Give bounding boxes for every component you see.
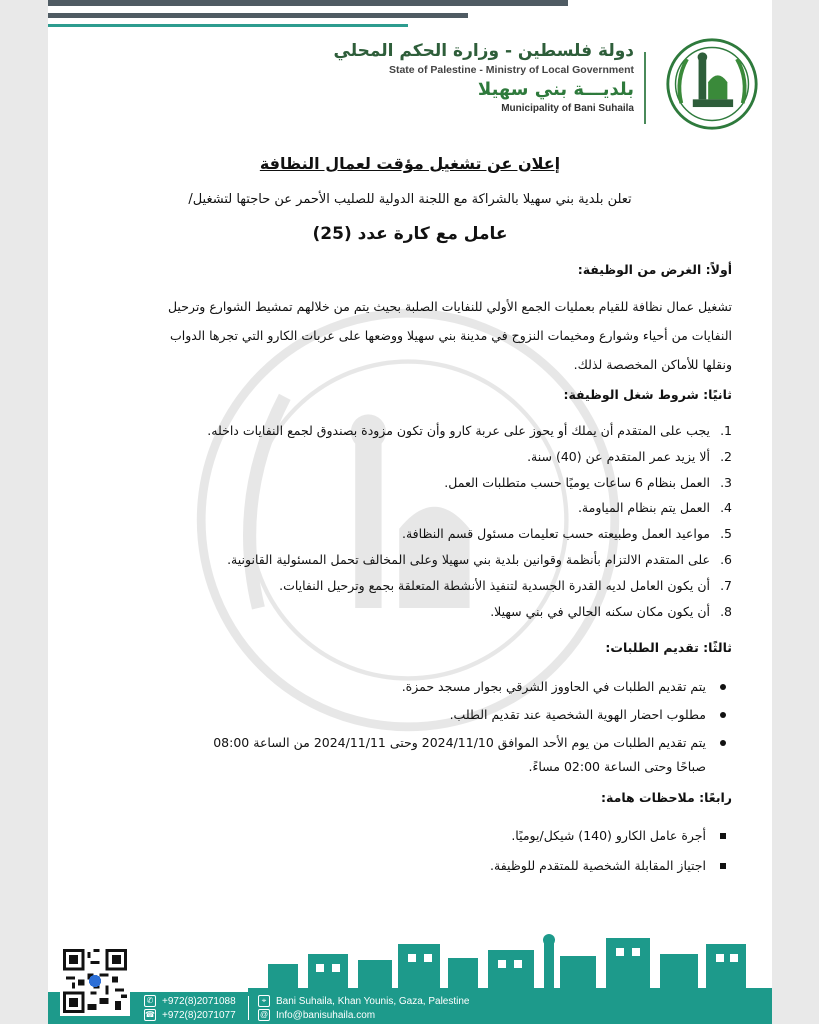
purpose-paragraph	[72, 292, 732, 379]
email-link[interactable]: Info@banisuhaila.com	[276, 1009, 376, 1021]
municipality-seal-icon	[664, 36, 760, 132]
address-text: Bani Suhaila, Khan Younis, Gaza, Palestine	[276, 995, 470, 1007]
top-decor-bar	[48, 0, 568, 6]
letterhead-text	[254, 40, 634, 116]
applications-list	[72, 675, 732, 779]
item-text: مواعيد العمل وطبيعته حسب تعليمات مسئول قسم النظافة.	[401, 526, 710, 542]
list-item	[72, 418, 732, 444]
list-item	[72, 703, 732, 727]
footer-divider	[248, 996, 249, 1020]
item-text: يتم تقديم الطلبات في الحاووز الشرقي بجوار مسجد حمزة.	[401, 679, 706, 694]
top-decor-bar	[48, 13, 468, 18]
announcement-intro: تعلن بلدية بني سهيلا بالشراكة مع اللجنة الدولية للصليب الأحمر عن حاجتها لتشغيل/	[188, 192, 632, 207]
municipality-name-en: Municipality of Bani Suhaila	[501, 103, 634, 114]
item-text: يتم تقديم الطلبات من يوم الأحد الموافق 2024/11/10 وحتى 2024/11/11 من الساعة 08:00	[213, 735, 706, 750]
phone-number: +972(8)2071077	[162, 1009, 236, 1021]
item-text: أن يكون العامل لديه القدرة الجسدية لتنفيذ الأنشطة المتعلقة بجمع وترحيل النفايات.	[279, 577, 710, 593]
section-heading: ثانيًا: شروط شغل الوظيفة:	[563, 387, 732, 402]
item-number: 4.	[720, 500, 732, 516]
section-heading: أولاً: الغرض من الوظيفة:	[577, 262, 732, 277]
item-text: العمل يتم بنظام المياومة.	[577, 500, 710, 516]
announcement-title: إعلان عن تشغيل مؤقت لعمال النظافة	[259, 154, 561, 173]
paragraph-line: تشغيل عمال نظافة للقيام بعمليات الجمع الأولي للنفايات الصلبة بحيث يتم من خلالهم تمشيط الشوارع وترحيل	[167, 299, 732, 314]
item-text: ألا يزيد عمر المتقدم عن (40) سنة.	[527, 448, 710, 464]
bullet-icon	[720, 684, 726, 690]
item-text: على المتقدم الالتزام بأنظمة وقوانين بلدية بني سهيلا وعلى المخالف تحمل المسئولية القانونية.	[227, 551, 710, 567]
bullet-square-icon	[720, 863, 726, 869]
paragraph-line: النفايات من أحياء وشوارع ومخيمات النزوح في مدينة بني سهيلا ووضعها على عربات الكارو التي تجرها الدواب	[169, 328, 732, 343]
fax-icon: ☎	[145, 1010, 155, 1019]
item-text: أن يكون مكان سكنه الحالي في بني سهيلا.	[490, 603, 710, 619]
list-item-continuation	[72, 755, 732, 779]
list-item	[72, 854, 732, 878]
footer-email[interactable]	[258, 1009, 375, 1021]
item-text: يجب على المتقدم أن يملك أو يحوز على عربة كارو وأن تكون مزودة بصندوق لجمع النفايات داخله.	[207, 423, 710, 438]
city-skyline-icon	[248, 914, 772, 994]
footer-phone-2	[144, 1009, 236, 1021]
list-item	[72, 599, 732, 625]
ministry-title-en: State of Palestine - Ministry of Local Government	[388, 64, 634, 76]
item-number: 1.	[720, 423, 732, 438]
list-item	[72, 675, 732, 699]
email-icon: @	[259, 1010, 269, 1019]
ministry-title-ar: دولة فلسطين - وزارة الحكم المحلي	[333, 41, 634, 61]
item-number: 5.	[720, 526, 732, 542]
item-text: العمل بنظام 6 ساعات يوميًا حسب متطلبات العمل.	[444, 474, 710, 490]
section-heading: ثالثًا: تقديم الطلبات:	[605, 640, 732, 655]
conditions-list	[72, 418, 732, 624]
item-number: 2.	[720, 448, 732, 464]
footer-bar	[48, 992, 772, 1024]
letterhead	[48, 34, 772, 126]
item-number: 7.	[720, 577, 732, 593]
paragraph-line: ونقلها للأماكن المخصصة لذلك.	[573, 357, 732, 372]
announcement-subtitle: عامل مع كارة عدد (25)	[312, 224, 508, 244]
bullet-icon	[720, 740, 726, 746]
list-item	[72, 731, 732, 755]
item-number: 6.	[720, 551, 732, 567]
phone-number: +972(8)2071088	[162, 995, 236, 1007]
list-item	[72, 521, 732, 547]
section-heading: رابعًا: ملاحظات هامة:	[601, 790, 732, 805]
bullet-square-icon	[720, 833, 726, 839]
list-item	[72, 470, 732, 496]
footer-address	[258, 995, 469, 1007]
item-text: أجرة عامل الكارو (140) شيكل/يوميًا.	[511, 828, 706, 843]
top-decor-bar	[48, 24, 408, 27]
item-text: مطلوب احضار الهوية الشخصية عند تقديم الطلب.	[449, 707, 706, 722]
qr-code-icon[interactable]	[60, 946, 130, 1016]
document-page	[48, 0, 772, 1024]
phone-icon: ✆	[144, 995, 156, 1007]
list-item	[72, 824, 732, 848]
list-item	[72, 573, 732, 599]
item-text: صباحًا وحتى الساعة 02:00 مساءً.	[528, 759, 706, 774]
item-text: اجتياز المقابلة الشخصية للمتقدم للوظيفة.	[490, 858, 706, 873]
location-icon: ⌖	[258, 995, 270, 1007]
footer-phone-1	[144, 995, 236, 1007]
item-number: 8.	[720, 603, 732, 619]
bullet-icon	[720, 712, 726, 718]
list-item	[72, 547, 732, 573]
item-number: 3.	[720, 474, 732, 490]
header-divider	[644, 52, 646, 124]
municipality-name-ar: بلديـــة بني سهيلا	[477, 79, 634, 100]
list-item	[72, 444, 732, 470]
list-item	[72, 495, 732, 521]
notes-list	[72, 824, 732, 878]
